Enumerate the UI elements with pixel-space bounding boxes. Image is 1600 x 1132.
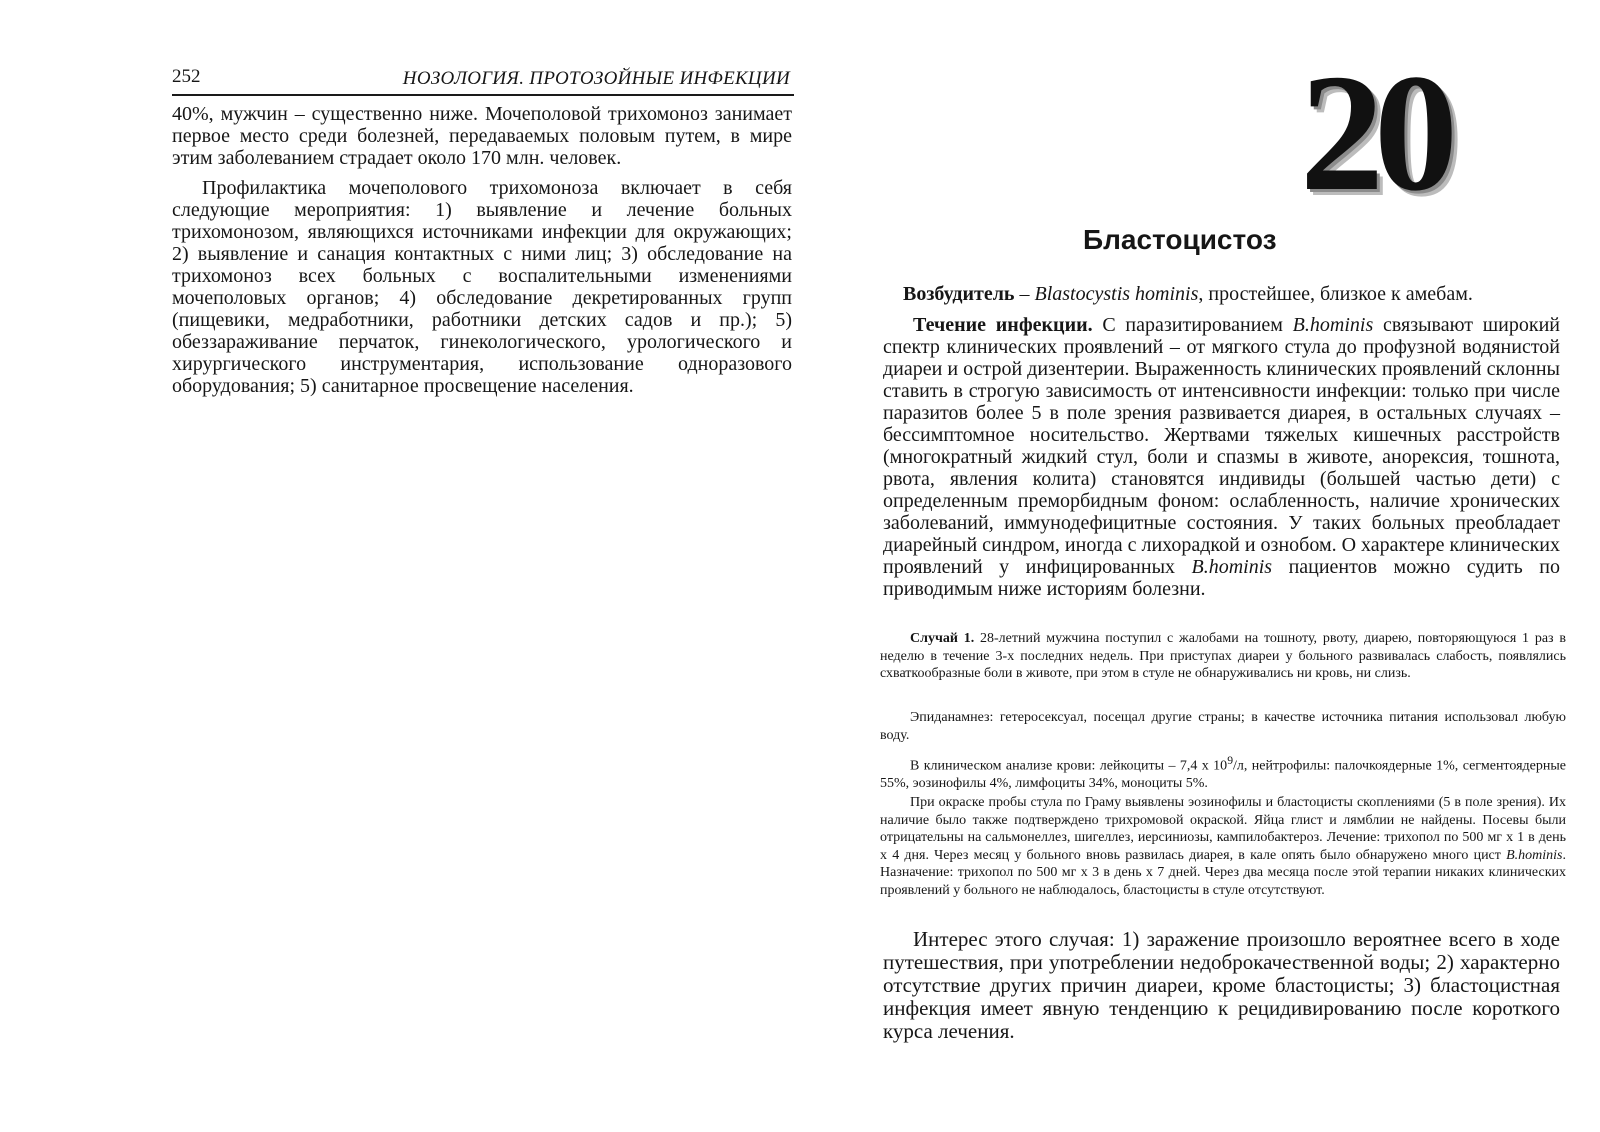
species-name: B.hominis <box>1292 314 1374 336</box>
case-text: . Назначение: трихопол по 500 мг х 3 в день х 7 дней. Через два месяца после этой терапии никаких клинических проявлений у больного не наблюдалось, бластоцисты в стуле отсутствуют. <box>880 847 1566 898</box>
course-text: связывают широкий спектр клинических проявлений – от мягкого стула до профузной водянистой диареи и острой дизентерии. Выраженность клинических проявлений склонны ставить в строгую зависимость от интенсивности инфекции: только при числе паразитов более 5 в поле зрения развивается диарея, в остальных случаях – бессимптомное носительство. Жертвами тяжелых кишечных расстройств (многократный жидкий стул, боли и спазмы в животе, анорексия, тошнота, рвота, явления колита) становятся индивиды (большей частью дети) с определенным преморбидным фоном: ослабленность, наличие хронических заболеваний, иммунодефицитные состояния. У таких больных преобладает диарейный синдром, иногда с лихорадкой и ознобом. О характере клинических проявлений у инфицированных <box>883 314 1561 578</box>
pathogen-label: Возбудитель <box>903 283 1015 305</box>
case-blood-test-paragraph <box>880 752 1566 793</box>
chapter-number: 20 <box>1300 40 1448 226</box>
pathogen-name: Blastocystis hominis <box>1034 283 1199 305</box>
superscript: 9 <box>1227 754 1234 767</box>
running-header <box>172 64 794 96</box>
course-text: С паразитированием <box>1092 314 1293 336</box>
case-stool-test-paragraph <box>880 794 1566 900</box>
right-page <box>800 0 1600 1132</box>
case-text: /л, нейтрофилы: палочкоядерные 1%, сегментоядерные 55%, эозинофилы 4%, лимфоциты 34%, моноциты 5%. <box>880 758 1566 792</box>
prophylaxis-paragraph: Профилактика мочеполового трихомоноза включает в себя следующие мероприятия: 1) выявление и лечение больных трихомонозом, являющихся источниками инфекции для окружающих; 2) выявление и санация контактных с ними лиц; 3) обследование на трихомоноз всех больных с воспалительными изменениями мочеполовых органов; 4) обследование декретированных групп (пищевики, медработники, работники детских садов и пр.); 5) обеззараживание перчаток, гинекологического, урологического и хирургического инструментария, использование одноразового оборудования; 5) санитарное просвещение населения. <box>172 177 792 397</box>
species-name: B.hominis <box>1506 847 1563 863</box>
paragraph: 40%, мужчин – существенно ниже. Мочеполовой трихомоноз занимает первое место среди болезней, передаваемых половым путем, в мире этим заболеванием страдает около 170 млн. человек. <box>172 103 792 169</box>
pathogen-paragraph <box>903 283 1558 305</box>
pathogen-separator: – <box>1014 283 1035 305</box>
course-text: пациентов можно судить по приводимым ниже историям болезни. <box>883 556 1560 600</box>
course-label: Течение инфекции. <box>913 314 1093 336</box>
case-text: 28-летний мужчина поступил с жалобами на тошноту, рвоту, диарею, повторяющуюся 1 раз в неделю в течение 3-х последних недель. При приступах диареи у больного развивалась слабость, появлялись схваткообразные боли в животе, при этом в стуле не обнаруживались ни кровь, ни слизь. <box>880 631 1566 682</box>
page-number: 252 <box>172 66 201 87</box>
case-complaint-paragraph <box>880 630 1566 683</box>
case-text: В клиническом анализе крови: лейкоциты – 7,4 х 10 <box>910 758 1228 774</box>
case-interest-paragraph: Интерес этого случая: 1) заражение произошло вероятнее всего в ходе путешествия, при употреблении недоброкачественной воды; 2) характерно отсутствие других причин диареи, кроме бластоцисты; 3) бластоцистная инфекция имеет явную тенденцию к рецидивированию после короткого курса лечения. <box>883 927 1560 1043</box>
case-text: При окраске пробы стула по Граму выявлены эозинофилы и бластоцисты скоплениями (5 в поле зрения). Их наличие было также подтверждено трихромовой окраской. Яйца глист и лямблии не найдены. Посевы были отрицательны на сальмонеллез, шигеллез, иерсиниозы, кампилобактероз. Лечение: трихопол по 500 мг х 1 в день х 4 дня. Через месяц у больного вновь развилась диарея, в кале опять было обнаружено много цист <box>880 795 1566 863</box>
species-name: B.hominis <box>1191 556 1273 578</box>
chapter-title: Бластоцистоз <box>1083 224 1277 255</box>
case-epidemiology-paragraph: Эпиданамнез: гетеросексуал, посещал другие страны; в качестве источника питания использовал любую воду. <box>880 710 1566 743</box>
pathogen-description: , простейшее, близкое к амебам. <box>1198 283 1473 305</box>
case-label: Случай 1. <box>910 631 975 646</box>
course-paragraph <box>883 314 1560 600</box>
running-header-title: НОЗОЛОГИЯ. ПРОТОЗОЙНЫЕ ИНФЕКЦИИ <box>402 68 790 89</box>
